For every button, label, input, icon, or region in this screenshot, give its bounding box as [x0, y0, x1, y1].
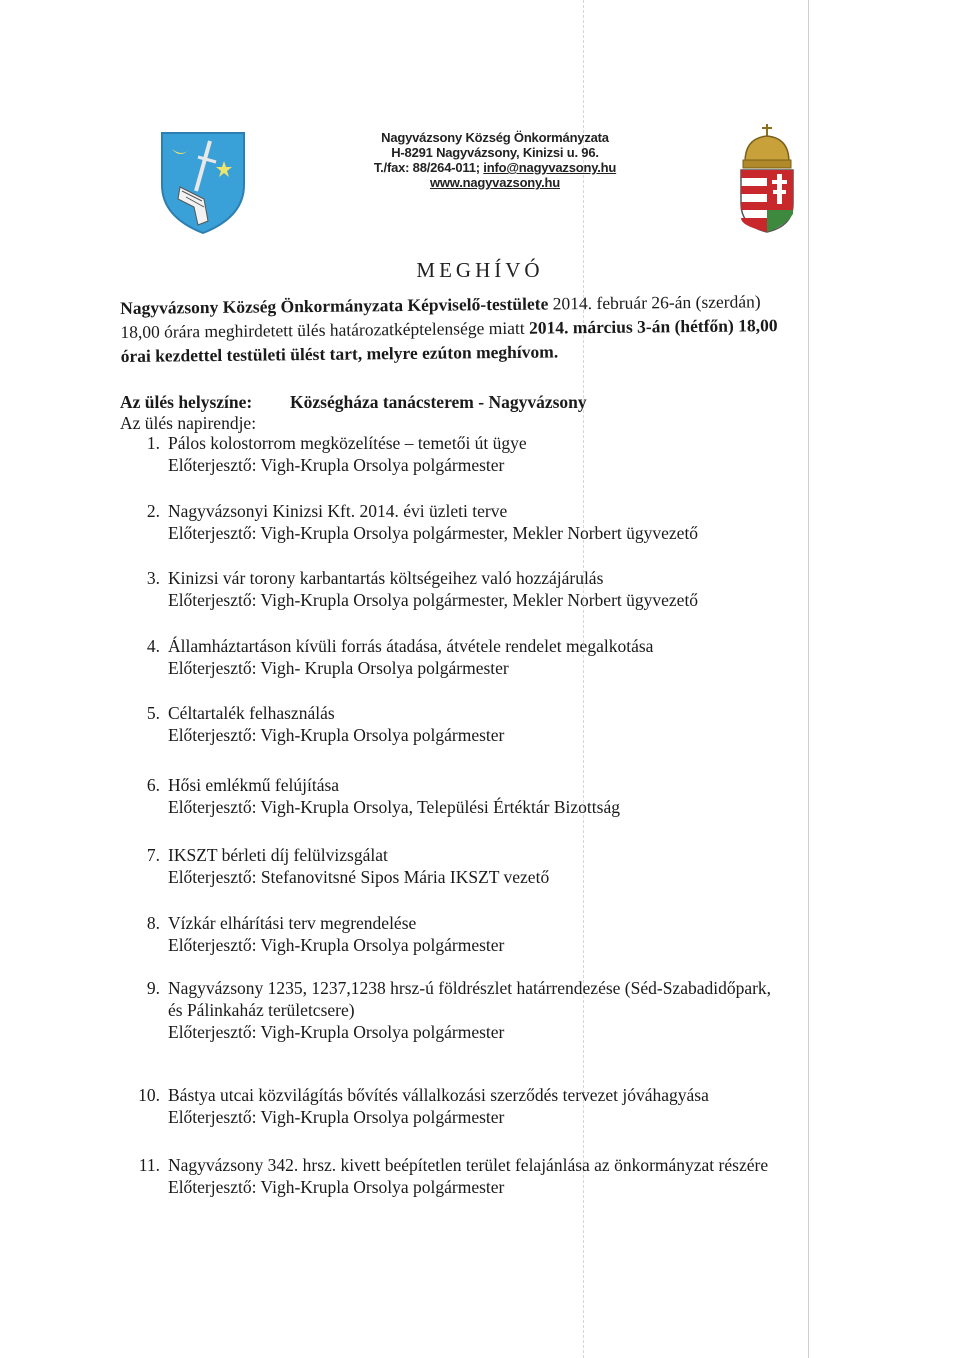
- agenda-item-presenter: Előterjesztő: Vigh-Krupla Orsolya polgármester: [168, 1022, 505, 1042]
- agenda-item-topic: IKSZT bérleti díj felülvizsgálat: [168, 845, 388, 865]
- municipality-address: H-8291 Nagyvázsony, Kinizsi u. 96.: [391, 145, 599, 160]
- agenda-item-presenter: Előterjesztő: Vigh- Krupla Orsolya polgármester: [168, 658, 509, 678]
- agenda-item-number: 6.: [146, 775, 160, 795]
- agenda-item-topic: Nagyvázsony 342. hrsz. kivett beépítetlen terület felajánlása az önkormányzat részére: [168, 1155, 769, 1175]
- letterhead: [330, 130, 660, 190]
- venue-label: Az ülés helyszíne:: [120, 392, 253, 412]
- agenda-item-topic: és Pálinkaház területcsere): [168, 1000, 355, 1020]
- agenda-item-number: 10.: [138, 1085, 160, 1105]
- agenda-item-number: 11.: [138, 1155, 160, 1175]
- agenda-item-presenter: Előterjesztő: Vigh-Krupla Orsolya polgármester: [168, 725, 505, 745]
- agenda-item-text: [168, 635, 848, 679]
- intro-line-2: 18,00 órára meghirdetett ülés határozatképtelensége miatt 2014. március 3-án (hétfőn) 18,00: [120, 315, 778, 342]
- agenda-item-number: 9.: [146, 978, 160, 998]
- agenda-item-topic: Hősi emlékmű felújítása: [168, 775, 340, 795]
- agenda-item-presenter: Előterjesztő: Vigh-Krupla Orsolya polgármester: [168, 1177, 505, 1197]
- agenda-item-topic: Céltartalék felhasználás: [168, 703, 335, 723]
- agenda-item-presenter: Előterjesztő: Vigh-Krupla Orsolya polgármester, Mekler Norbert ügyvezető: [168, 523, 699, 543]
- municipality-name: Nagyvázsony Község Önkormányzata: [381, 130, 609, 145]
- venue-value: Községháza tanácsterem - Nagyvázsony: [290, 392, 587, 412]
- agenda-item-text: [168, 432, 848, 476]
- agenda-item-presenter: Előterjesztő: Stefanovitsné Sipos Mária IKSZT vezető: [168, 867, 550, 887]
- hungarian-coat-of-arms-icon: [737, 122, 797, 234]
- agenda-item-presenter: Előterjesztő: Vigh-Krupla Orsolya polgármester: [168, 1107, 505, 1127]
- agenda-item-number: 7.: [146, 845, 160, 865]
- meeting-venue: [120, 392, 587, 413]
- document-title: MEGHÍVÓ: [416, 258, 544, 282]
- agenda-item-text: [168, 567, 848, 611]
- agenda-item-number: 3.: [146, 568, 160, 588]
- agenda-item-number: 4.: [146, 636, 160, 656]
- intro-line-1: Nagyvázsony Község Önkormányzata Képviselő-testülete 2014. február 26-án (szerdán): [120, 291, 761, 318]
- agenda-item-presenter: Előterjesztő: Vigh-Krupla Orsolya polgármester, Mekler Norbert ügyvezető: [168, 590, 699, 610]
- contact-line: [330, 160, 660, 175]
- village-crest-icon: [158, 127, 248, 235]
- invitation-paragraph: [120, 288, 861, 368]
- agenda-label: Az ülés napirendje:: [120, 413, 257, 433]
- phone-fax: T./fax: 88/264-011;: [373, 160, 484, 175]
- agenda-item-number: 5.: [146, 703, 160, 723]
- agenda-item-number: 1.: [146, 433, 160, 453]
- agenda-item-text: [168, 702, 848, 746]
- email-link[interactable]: info@nagyvazsony.hu: [483, 160, 617, 175]
- agenda-item-text: [168, 1084, 848, 1128]
- agenda-item-number: 2.: [146, 501, 160, 521]
- agenda-item-text: [168, 774, 848, 818]
- agenda-item-topic: Államháztartáson kívüli forrás átadása, átvétele rendelet megalkotása: [168, 636, 654, 656]
- website-link[interactable]: www.nagyvazsony.hu: [429, 175, 561, 190]
- agenda-item-topic: Kinizsi vár torony karbantartás költségeihez való hozzájárulás: [168, 568, 604, 588]
- agenda-item-topic: Vízkár elhárítási terv megrendelése: [168, 913, 417, 933]
- agenda-item-presenter: Előterjesztő: Vigh-Krupla Orsolya polgármester: [168, 935, 505, 955]
- intro-line-3: órai kezdettel testületi ülést tart, melyre ezúton meghívom.: [120, 341, 559, 366]
- agenda-item-presenter: Előterjesztő: Vigh-Krupla Orsolya, Települési Értéktár Bizottság: [168, 797, 620, 817]
- agenda-item-text: [168, 1154, 848, 1198]
- agenda-item-number: 8.: [146, 913, 160, 933]
- agenda-item-topic: Nagyvázsonyi Kinizsi Kft. 2014. évi üzleti terve: [168, 501, 508, 521]
- agenda-item-topic: Pálos kolostorrom megközelítése – temetői út ügye: [168, 433, 527, 453]
- agenda-item-text: [168, 844, 848, 888]
- agenda-item-topic: Nagyvázsony 1235, 1237,1238 hrsz-ú földrészlet határrendezése (Séd-Szabadidőpark,: [168, 978, 772, 998]
- agenda-item-presenter: Előterjesztő: Vigh-Krupla Orsolya polgármester: [168, 455, 505, 475]
- agenda-item-topic: Bástya utcai közvilágítás bővítés vállalkozási szerződés tervezet jóváhagyása: [168, 1085, 709, 1105]
- agenda-item-text: [168, 977, 848, 1043]
- agenda-item-text: [168, 912, 848, 956]
- agenda-item-text: [168, 500, 848, 544]
